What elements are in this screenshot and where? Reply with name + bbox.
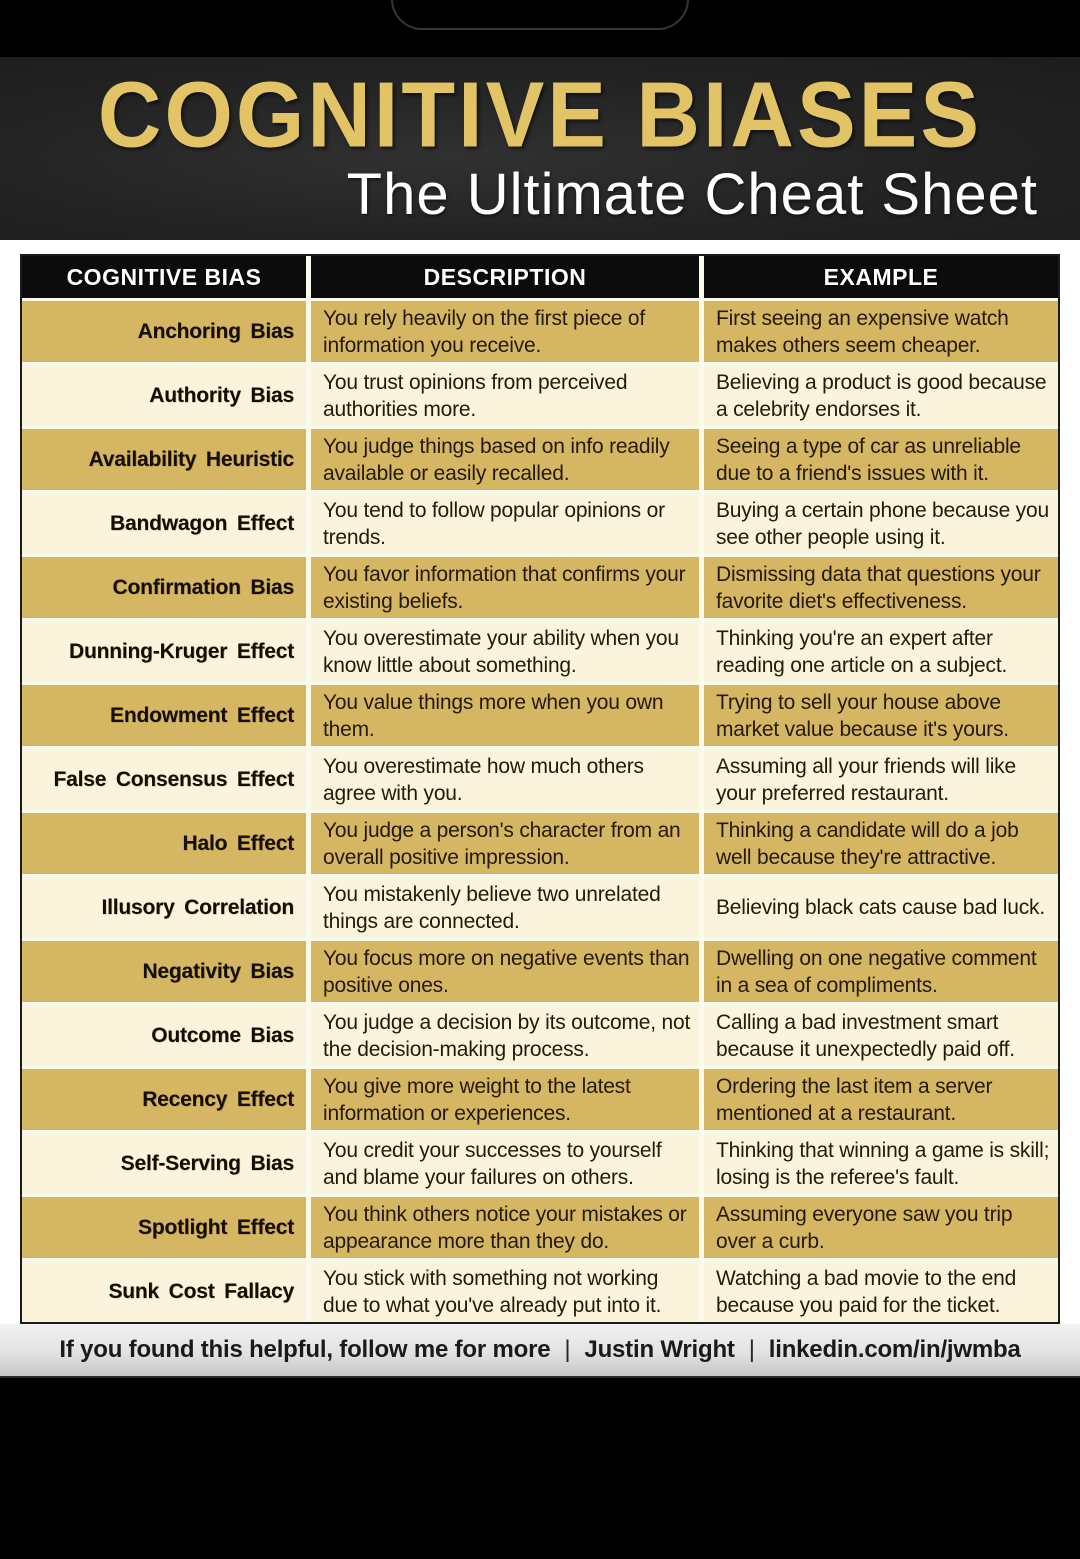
bias-example-cell (704, 941, 1058, 1002)
bias-bias-text: Endowment Effect (110, 704, 294, 727)
bias-desc-text: You focus more on negative events than positive ones. (323, 946, 690, 997)
bias-bias-text: Dunning-Kruger Effect (69, 640, 294, 663)
bias-bias-text: Recency Effect (142, 1088, 294, 1111)
banner-table-gap (0, 240, 1080, 254)
table-row (22, 746, 1058, 810)
bias-example-cell (704, 429, 1058, 490)
table-body (22, 298, 1058, 1322)
bias-bias-cell (22, 301, 306, 362)
bias-desc-text: You favor information that confirms your existing beliefs. (323, 562, 686, 613)
footer-linkedin-url: linkedin.com/in/jwmba (768, 1336, 1021, 1363)
column-header-description: DESCRIPTION (311, 256, 699, 298)
bias-example-text: Thinking a candidate will do a job well because they're attractive. (716, 818, 1019, 869)
page-subtitle: The Ultimate Cheat Sheet (346, 162, 1038, 227)
page-title: COGNITIVE BIASES (97, 62, 983, 167)
bias-example-text: Trying to sell your house above market value because it's yours. (716, 690, 1009, 741)
bias-example-text: Calling a bad investment smart because it unexpectedly paid off. (716, 1010, 1015, 1061)
bias-example-cell (704, 685, 1058, 746)
table-row (22, 1194, 1058, 1258)
bias-bias-cell (22, 1133, 306, 1194)
bias-bias-cell (22, 749, 306, 810)
bias-desc-cell (311, 941, 699, 1002)
bias-bias-cell (22, 1005, 306, 1066)
bias-bias-cell (22, 941, 306, 1002)
bias-example-text: Believing a product is good because a celebrity endorses it. (716, 370, 1047, 421)
bottom-black-band (0, 1376, 1080, 1559)
bias-example-cell (704, 877, 1058, 938)
bias-desc-text: You stick with something not working due to what you've already put into it. (323, 1266, 662, 1317)
bias-desc-text: You overestimate your ability when you know little about something. (323, 626, 679, 677)
table-row (22, 938, 1058, 1002)
footer-credit-bar (0, 1324, 1080, 1376)
bias-bias-text: Availability Heuristic (88, 448, 294, 471)
bias-example-text: Dismissing data that questions your favorite diet's effectiveness. (716, 562, 1041, 613)
table-row (22, 554, 1058, 618)
bias-desc-text: You tend to follow popular opinions or trends. (323, 498, 665, 549)
bias-example-text: Thinking that winning a game is skill; losing is the referee's fault. (716, 1138, 1050, 1189)
bias-example-text: Buying a certain phone because you see other people using it. (716, 498, 1049, 549)
footer-message: If you found this helpful, follow me for more (59, 1336, 551, 1363)
bias-bias-text: Authority Bias (149, 384, 294, 407)
bias-example-cell (704, 1261, 1058, 1322)
bias-example-text: Assuming everyone saw you trip over a curb. (716, 1202, 1013, 1253)
bias-example-cell (704, 749, 1058, 810)
column-header-example: EXAMPLE (704, 256, 1058, 298)
bias-example-cell (704, 557, 1058, 618)
bias-desc-cell (311, 557, 699, 618)
column-header-cognitive-bias: COGNITIVE BIAS (22, 256, 306, 298)
bias-bias-cell (22, 877, 306, 938)
bias-bias-text: Spotlight Effect (138, 1216, 294, 1239)
bias-bias-text: Sunk Cost Fallacy (108, 1280, 294, 1303)
bias-desc-cell (311, 493, 699, 554)
footer-author: Justin Wright (584, 1336, 735, 1363)
bias-bias-text: Self-Serving Bias (120, 1152, 294, 1175)
phone-notch-outline (391, 0, 689, 30)
bias-desc-text: You think others notice your mistakes or appearance more than they do. (323, 1202, 687, 1253)
table-row (22, 426, 1058, 490)
bias-example-text: Believing black cats cause bad luck. (716, 896, 1045, 919)
bias-desc-text: You overestimate how much others agree with you. (323, 754, 644, 805)
bias-bias-cell (22, 621, 306, 682)
bias-desc-cell (311, 1005, 699, 1066)
bias-desc-cell (311, 685, 699, 746)
bias-desc-text: You judge things based on info readily available or easily recalled. (323, 434, 670, 485)
bias-bias-text: Anchoring Bias (137, 320, 294, 343)
bias-bias-cell (22, 429, 306, 490)
bias-bias-cell (22, 1069, 306, 1130)
footer-separator: | (748, 1336, 755, 1363)
table-row (22, 362, 1058, 426)
bias-bias-cell (22, 813, 306, 874)
table-row (22, 1130, 1058, 1194)
bias-example-cell (704, 1005, 1058, 1066)
bias-example-text: Seeing a type of car as unreliable due to a friend's issues with it. (716, 434, 1021, 485)
bias-desc-cell (311, 621, 699, 682)
table-header-row (22, 256, 1058, 298)
table-row (22, 682, 1058, 746)
table-row (22, 1066, 1058, 1130)
bias-example-cell (704, 621, 1058, 682)
bias-desc-text: You trust opinions from perceived authorities more. (323, 370, 628, 421)
bias-bias-cell (22, 493, 306, 554)
bias-example-text: Assuming all your friends will like your preferred restaurant. (716, 754, 1016, 805)
bias-desc-text: You credit your successes to yourself and blame your failures on others. (323, 1138, 662, 1189)
bias-desc-cell (311, 1197, 699, 1258)
bias-example-cell (704, 813, 1058, 874)
bias-example-cell (704, 1197, 1058, 1258)
bias-example-cell (704, 365, 1058, 426)
bias-desc-text: You mistakenly believe two unrelated things are connected. (323, 882, 661, 933)
bias-desc-cell (311, 877, 699, 938)
table-row (22, 1002, 1058, 1066)
table-row (22, 1258, 1058, 1322)
table-row (22, 874, 1058, 938)
footer-separator: | (564, 1336, 571, 1363)
table-row (22, 810, 1058, 874)
bias-bias-text: Outcome Bias (151, 1024, 294, 1047)
bias-desc-cell (311, 749, 699, 810)
bias-desc-cell (311, 1069, 699, 1130)
bias-example-cell (704, 1069, 1058, 1130)
bias-desc-cell (311, 813, 699, 874)
bias-example-text: Dwelling on one negative comment in a sea of compliments. (716, 946, 1037, 997)
bias-bias-text: Confirmation Bias (112, 576, 294, 599)
bias-desc-text: You value things more when you own them. (323, 690, 664, 741)
bias-example-text: Watching a bad movie to the end because you paid for the ticket. (716, 1266, 1017, 1317)
bias-desc-text: You judge a person's character from an overall positive impression. (323, 818, 681, 869)
bias-bias-text: Illusory Correlation (101, 896, 294, 919)
top-black-band (0, 0, 1080, 57)
bias-desc-text: You judge a decision by its outcome, not the decision-making process. (323, 1010, 691, 1061)
bias-bias-text: False Consensus Effect (53, 768, 294, 791)
bias-example-text: Thinking you're an expert after reading one article on a subject. (716, 626, 1008, 677)
bias-bias-cell (22, 685, 306, 746)
bias-bias-text: Bandwagon Effect (110, 512, 294, 535)
bias-desc-cell (311, 1133, 699, 1194)
table-row (22, 618, 1058, 682)
bias-desc-text: You rely heavily on the first piece of information you receive. (323, 306, 645, 357)
bias-bias-cell (22, 557, 306, 618)
bias-example-text: Ordering the last item a server mentioned at a restaurant. (716, 1074, 993, 1125)
cognitive-bias-table (20, 254, 1060, 1324)
bias-example-cell (704, 1133, 1058, 1194)
table-row (22, 490, 1058, 554)
bias-desc-cell (311, 1261, 699, 1322)
bias-example-text: First seeing an expensive watch makes others seem cheaper. (716, 306, 1009, 357)
bias-bias-text: Negativity Bias (142, 960, 294, 983)
bias-bias-cell (22, 1197, 306, 1258)
bias-desc-cell (311, 365, 699, 426)
bias-example-cell (704, 493, 1058, 554)
bias-desc-cell (311, 301, 699, 362)
bias-example-cell (704, 301, 1058, 362)
bias-desc-text: You give more weight to the latest information or experiences. (323, 1074, 631, 1125)
title-banner (0, 57, 1080, 240)
bias-bias-cell (22, 1261, 306, 1322)
bias-desc-cell (311, 429, 699, 490)
table-row (22, 298, 1058, 362)
bias-bias-cell (22, 365, 306, 426)
bias-bias-text: Halo Effect (182, 832, 294, 855)
